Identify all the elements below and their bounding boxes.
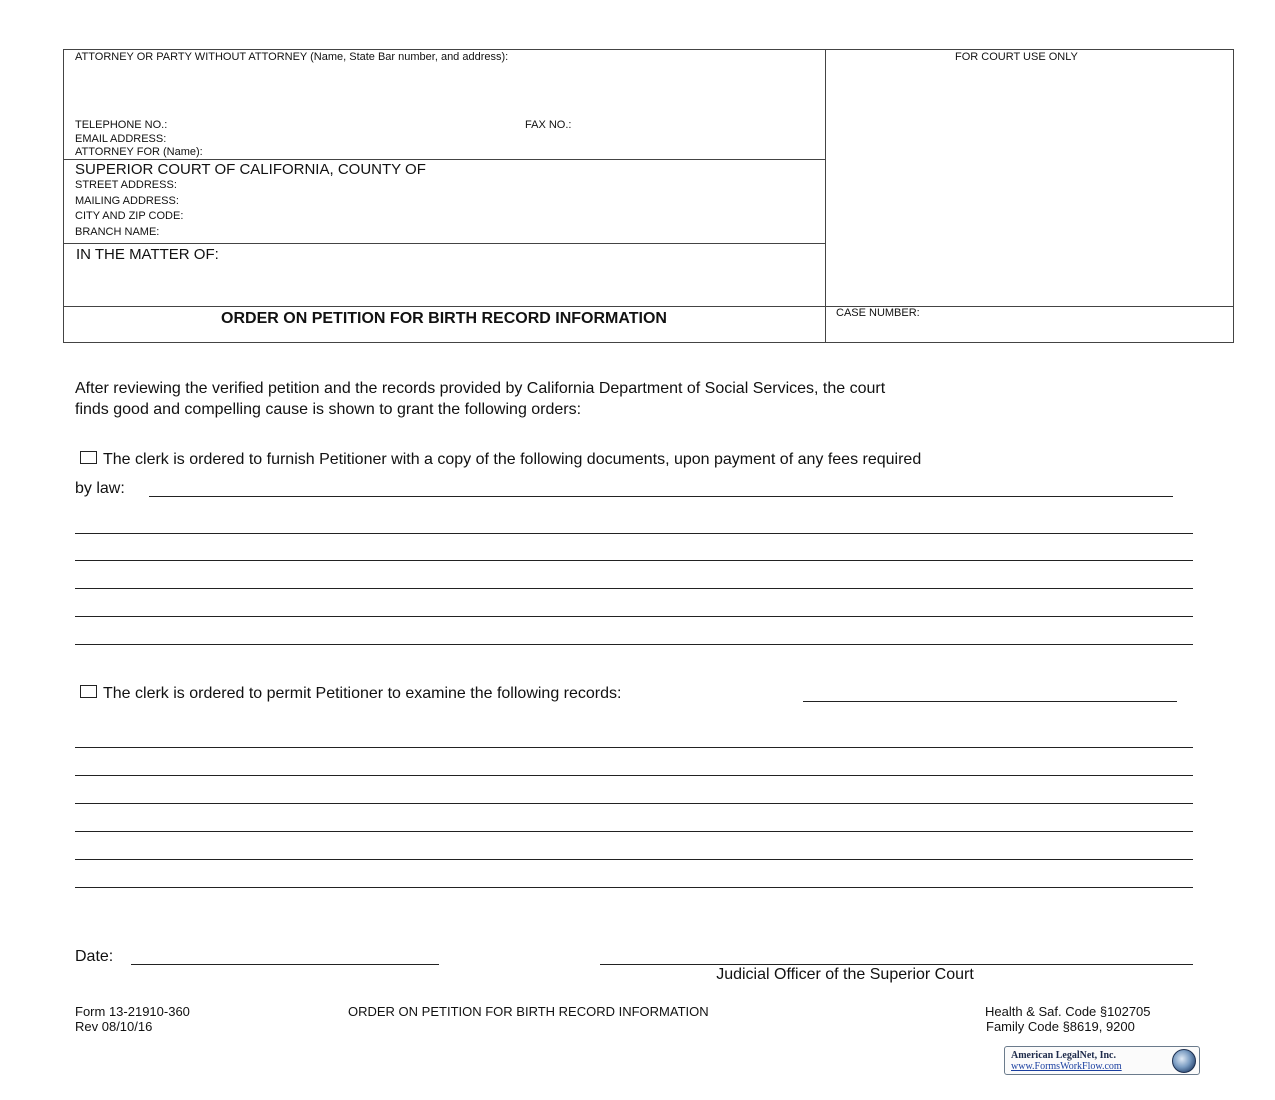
order-examine-text: The clerk is ordered to permit Petitioner to examine the following records: <box>103 685 622 702</box>
city-zip-label: CITY AND ZIP CODE: <box>75 210 184 222</box>
date-label: Date: <box>75 948 114 965</box>
documents-line[interactable] <box>75 533 1193 534</box>
caption-divider-vertical <box>825 49 826 343</box>
form-title: ORDER ON PETITION FOR BIRTH RECORD INFORMATION <box>221 310 667 327</box>
documents-line[interactable] <box>75 644 1193 645</box>
vendor-logo[interactable] <box>1004 1046 1200 1075</box>
documents-line[interactable] <box>75 588 1193 589</box>
caption-box <box>63 49 1234 343</box>
documents-blank-line[interactable] <box>149 496 1173 497</box>
caption-divider-3 <box>63 306 1234 307</box>
judicial-officer-label: Judicial Officer of the Superior Court <box>716 966 974 983</box>
court-name: SUPERIOR COURT OF CALIFORNIA, COUNTY OF <box>75 161 426 178</box>
footer-code-2: Family Code §8619, 9200 <box>986 1019 1135 1034</box>
caption-divider-1 <box>63 159 825 160</box>
intro-line-2: finds good and compelling cause is shown to grant the following orders: <box>75 401 582 418</box>
intro-line-1: After reviewing the verified petition and the records provided by California Department of Social Services, the court <box>75 380 886 397</box>
vendor-name: American LegalNet, Inc. <box>1011 1050 1116 1061</box>
furnish-documents-checkbox[interactable] <box>80 451 97 464</box>
records-line[interactable] <box>75 803 1193 804</box>
date-field[interactable] <box>131 964 439 965</box>
records-line[interactable] <box>75 775 1193 776</box>
order-furnish-line-2: by law: <box>75 480 125 497</box>
email-label: EMAIL ADDRESS: <box>75 133 167 145</box>
mailing-address-label: MAILING ADDRESS: <box>75 195 179 207</box>
vendor-link[interactable]: www.FormsWorkFlow.com <box>1011 1061 1122 1072</box>
records-line[interactable] <box>75 887 1193 888</box>
examine-records-checkbox[interactable] <box>80 685 97 698</box>
footer-revision: Rev 08/10/16 <box>75 1019 153 1034</box>
caption-divider-2 <box>63 243 825 244</box>
documents-line[interactable] <box>75 560 1193 561</box>
globe-icon <box>1172 1049 1196 1073</box>
matter-label: IN THE MATTER OF: <box>76 246 219 263</box>
case-number-label: CASE NUMBER: <box>836 307 920 319</box>
attorney-label: ATTORNEY OR PARTY WITHOUT ATTORNEY (Name, State Bar number, and address): <box>75 51 509 63</box>
footer-code-1: Health & Saf. Code §102705 <box>985 1004 1151 1019</box>
records-line[interactable] <box>75 747 1193 748</box>
street-address-label: STREET ADDRESS: <box>75 179 177 191</box>
records-blank-line[interactable] <box>803 701 1177 702</box>
court-use-label: FOR COURT USE ONLY <box>955 51 1078 63</box>
records-line[interactable] <box>75 859 1193 860</box>
order-furnish-line-1: The clerk is ordered to furnish Petitioner with a copy of the following documents, upon payment of any fees required <box>103 451 922 468</box>
documents-line[interactable] <box>75 616 1193 617</box>
footer-form-number: Form 13-21910-360 <box>75 1004 190 1019</box>
footer-form-title: ORDER ON PETITION FOR BIRTH RECORD INFORMATION <box>348 1004 709 1019</box>
attorney-for-label: ATTORNEY FOR (Name): <box>75 146 203 158</box>
records-line[interactable] <box>75 831 1193 832</box>
branch-name-label: BRANCH NAME: <box>75 226 160 238</box>
fax-label: FAX NO.: <box>525 119 572 131</box>
telephone-label: TELEPHONE NO.: <box>75 119 168 131</box>
